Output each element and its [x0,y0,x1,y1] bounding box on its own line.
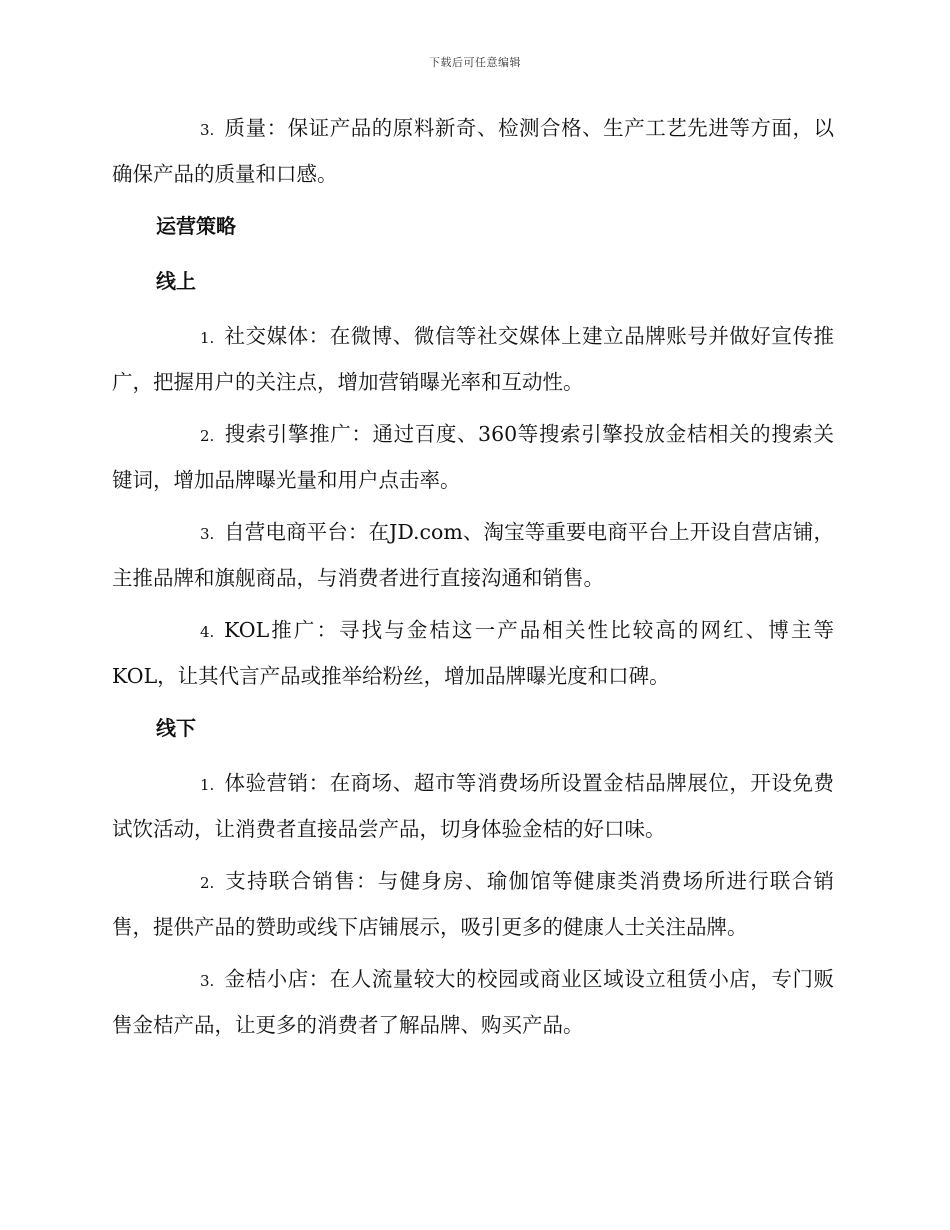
list-text: 金桔小店：在人流量较大的校园或商业区域设立租赁小店，专门贩售金桔产品，让更多的消费者了解品牌、购买产品。 [112,967,834,1037]
list-text: 体验营销：在商场、超市等消费场所设置金桔品牌展位，开设免费试饮活动，让消费者直接品尝产品，切身体验金桔的好口味。 [112,771,834,841]
list-number: 2. [200,427,215,445]
online-list-item [112,510,834,600]
list-text: KOL推广：寻找与金桔这一产品相关性比较高的网红、博主等KOL，让其代言产品或推举给粉丝，增加品牌曝光度和口碑。 [112,618,834,688]
subsection-heading-online: 线上 [156,269,196,293]
online-list-item [112,412,834,502]
offline-list-item [112,761,834,851]
list-number: 1. [200,776,215,794]
section-heading-strategy: 运营策略 [156,214,236,238]
document-body [112,106,834,1055]
subsection-heading-offline: 线下 [156,716,196,740]
online-list-item [112,314,834,404]
list-number: 1. [200,329,215,347]
list-text: 质量：保证产品的原料新奇、检测合格、生产工艺先进等方面，以确保产品的质量和口感。 [112,116,834,186]
list-text: 支持联合销售：与健身房、瑜伽馆等健康类消费场所进行联合销售，提供产品的赞助或线下店铺展示，吸引更多的健康人士关注品牌。 [112,869,834,939]
list-text: 搜索引擎推广：通过百度、360等搜索引擎投放金桔相关的搜索关键词，增加品牌曝光量和用户点击率。 [112,422,834,492]
list-number: 3. [200,972,215,990]
list-text: 自营电商平台：在JD.com、淘宝等重要电商平台上开设自营店铺，主推品牌和旗舰商品，与消费者进行直接沟通和销售。 [112,520,834,590]
list-number: 4. [200,623,215,641]
offline-list-item [112,957,834,1047]
list-number: 2. [200,874,215,892]
list-item-quality [112,106,834,196]
list-number: 3. [200,525,215,543]
list-number: 3. [200,121,215,139]
offline-list-item [112,859,834,949]
page-header: 下载后可任意编辑 [429,56,521,69]
list-text: 社交媒体：在微博、微信等社交媒体上建立品牌账号并做好宣传推广，把握用户的关注点，增加营销曝光率和互动性。 [112,324,834,394]
online-list-item [112,608,834,698]
